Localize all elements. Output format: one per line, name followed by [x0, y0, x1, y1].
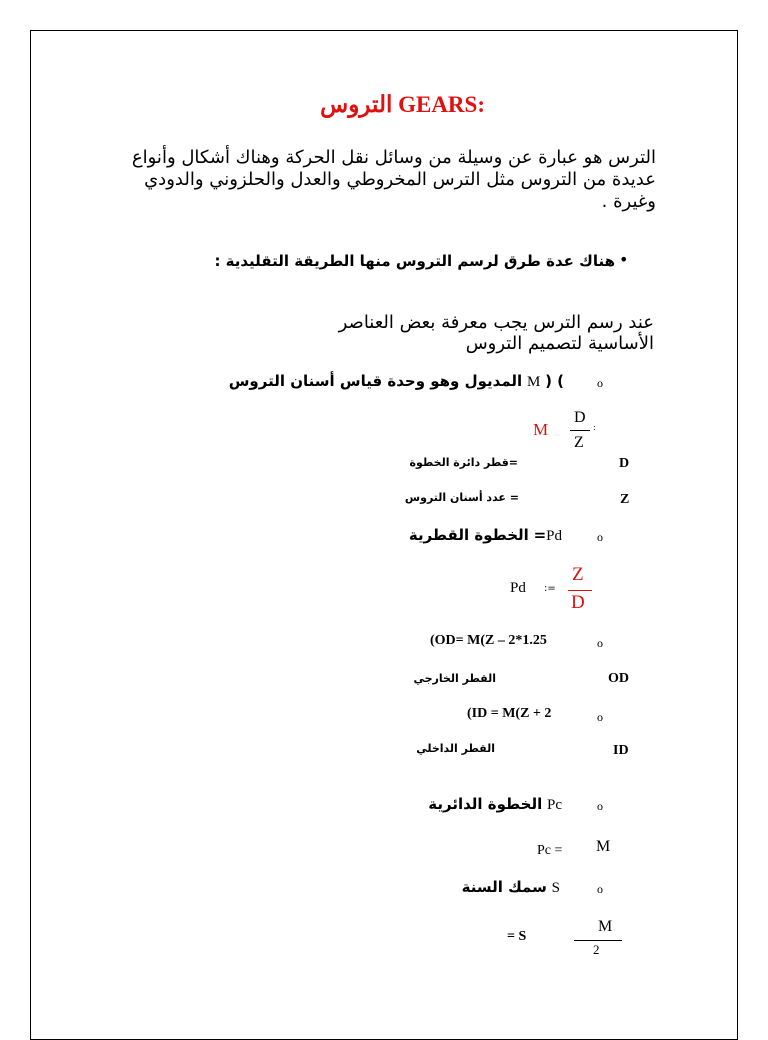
pitch-eq-left: Pd	[510, 580, 526, 596]
pitch-eq-den: D	[571, 592, 585, 613]
s-eq-left: = S	[507, 929, 527, 944]
list-marker: o	[597, 710, 603, 724]
pitch-eq: =	[533, 526, 547, 544]
module-eq-num: D	[574, 409, 586, 426]
id-formula: (ID = M(Z + 2	[467, 706, 552, 721]
pitch-symbol: Pd	[546, 528, 562, 544]
od-label: القطر الخارجي	[413, 672, 496, 685]
pitch-eq-num: Z	[572, 564, 584, 585]
module-fraction-bar	[570, 430, 590, 431]
pc-symbol: Pc	[547, 797, 562, 813]
module-eq-colon: :	[593, 423, 596, 432]
bullet-dot: •	[619, 250, 629, 269]
design-elements-paragraph: عند رسم الترس يجب معرفة بعض العناصر الأساسية لتصميم التروس	[338, 312, 654, 354]
list-marker: o	[597, 530, 603, 544]
pc-eq-left: Pc =	[537, 843, 563, 858]
s-eq-den: 2	[593, 942, 600, 957]
def-symbol-d: D	[619, 456, 630, 471]
module-parens: ) (	[545, 372, 564, 390]
module-symbol: M	[526, 374, 541, 390]
s-heading	[462, 878, 560, 897]
module-heading	[229, 372, 564, 391]
list-marker: o	[597, 376, 603, 390]
module-eq-left: M	[533, 420, 549, 439]
s-eq-num: M	[598, 918, 613, 935]
list-marker: o	[597, 636, 603, 650]
s-label: سمك السنة	[461, 878, 547, 896]
intro-paragraph: الترس هو عبارة عن وسيلة من وسائل نقل الحركة وهناك أشكال وأنواع عديدة من التروس مثل الترس المخروطي والعدل والحلزوني والدودي وغيرة .	[131, 147, 656, 212]
od-symbol: OD	[608, 671, 629, 686]
id-symbol: ID	[613, 743, 629, 758]
list-marker: o	[597, 882, 603, 896]
bullet-text: هناك عدة طرق لرسم التروس منها الطريقة التقليدية :	[214, 252, 615, 270]
s-symbol: S	[551, 880, 560, 896]
pitch-label: الخطوة القطرية	[408, 526, 529, 544]
od-formula: (OD= M(Z – 2*1.25	[430, 633, 547, 648]
module-label: المديول وهو وحدة قياس أسنان التروس	[228, 372, 523, 390]
pc-heading	[428, 795, 562, 814]
pc-eq-right: M	[596, 838, 611, 855]
pitch-eq-sign: :=	[544, 583, 556, 594]
pc-label: الخطوة الدائرية	[428, 795, 543, 813]
pitch-fraction-bar	[568, 590, 592, 591]
pitch-heading	[409, 526, 562, 545]
id-label: القطر الداخلي	[416, 742, 495, 755]
def-label-z: = عدد أسنان التروس	[404, 491, 519, 504]
page-title: التروس GEARS:	[320, 92, 485, 117]
list-marker: o	[597, 799, 603, 813]
s-fraction-bar	[574, 940, 622, 941]
module-eq-den: Z	[574, 434, 584, 451]
def-label-d: =قطر دائرة الخطوة	[409, 456, 518, 469]
def-symbol-z: Z	[620, 492, 630, 507]
